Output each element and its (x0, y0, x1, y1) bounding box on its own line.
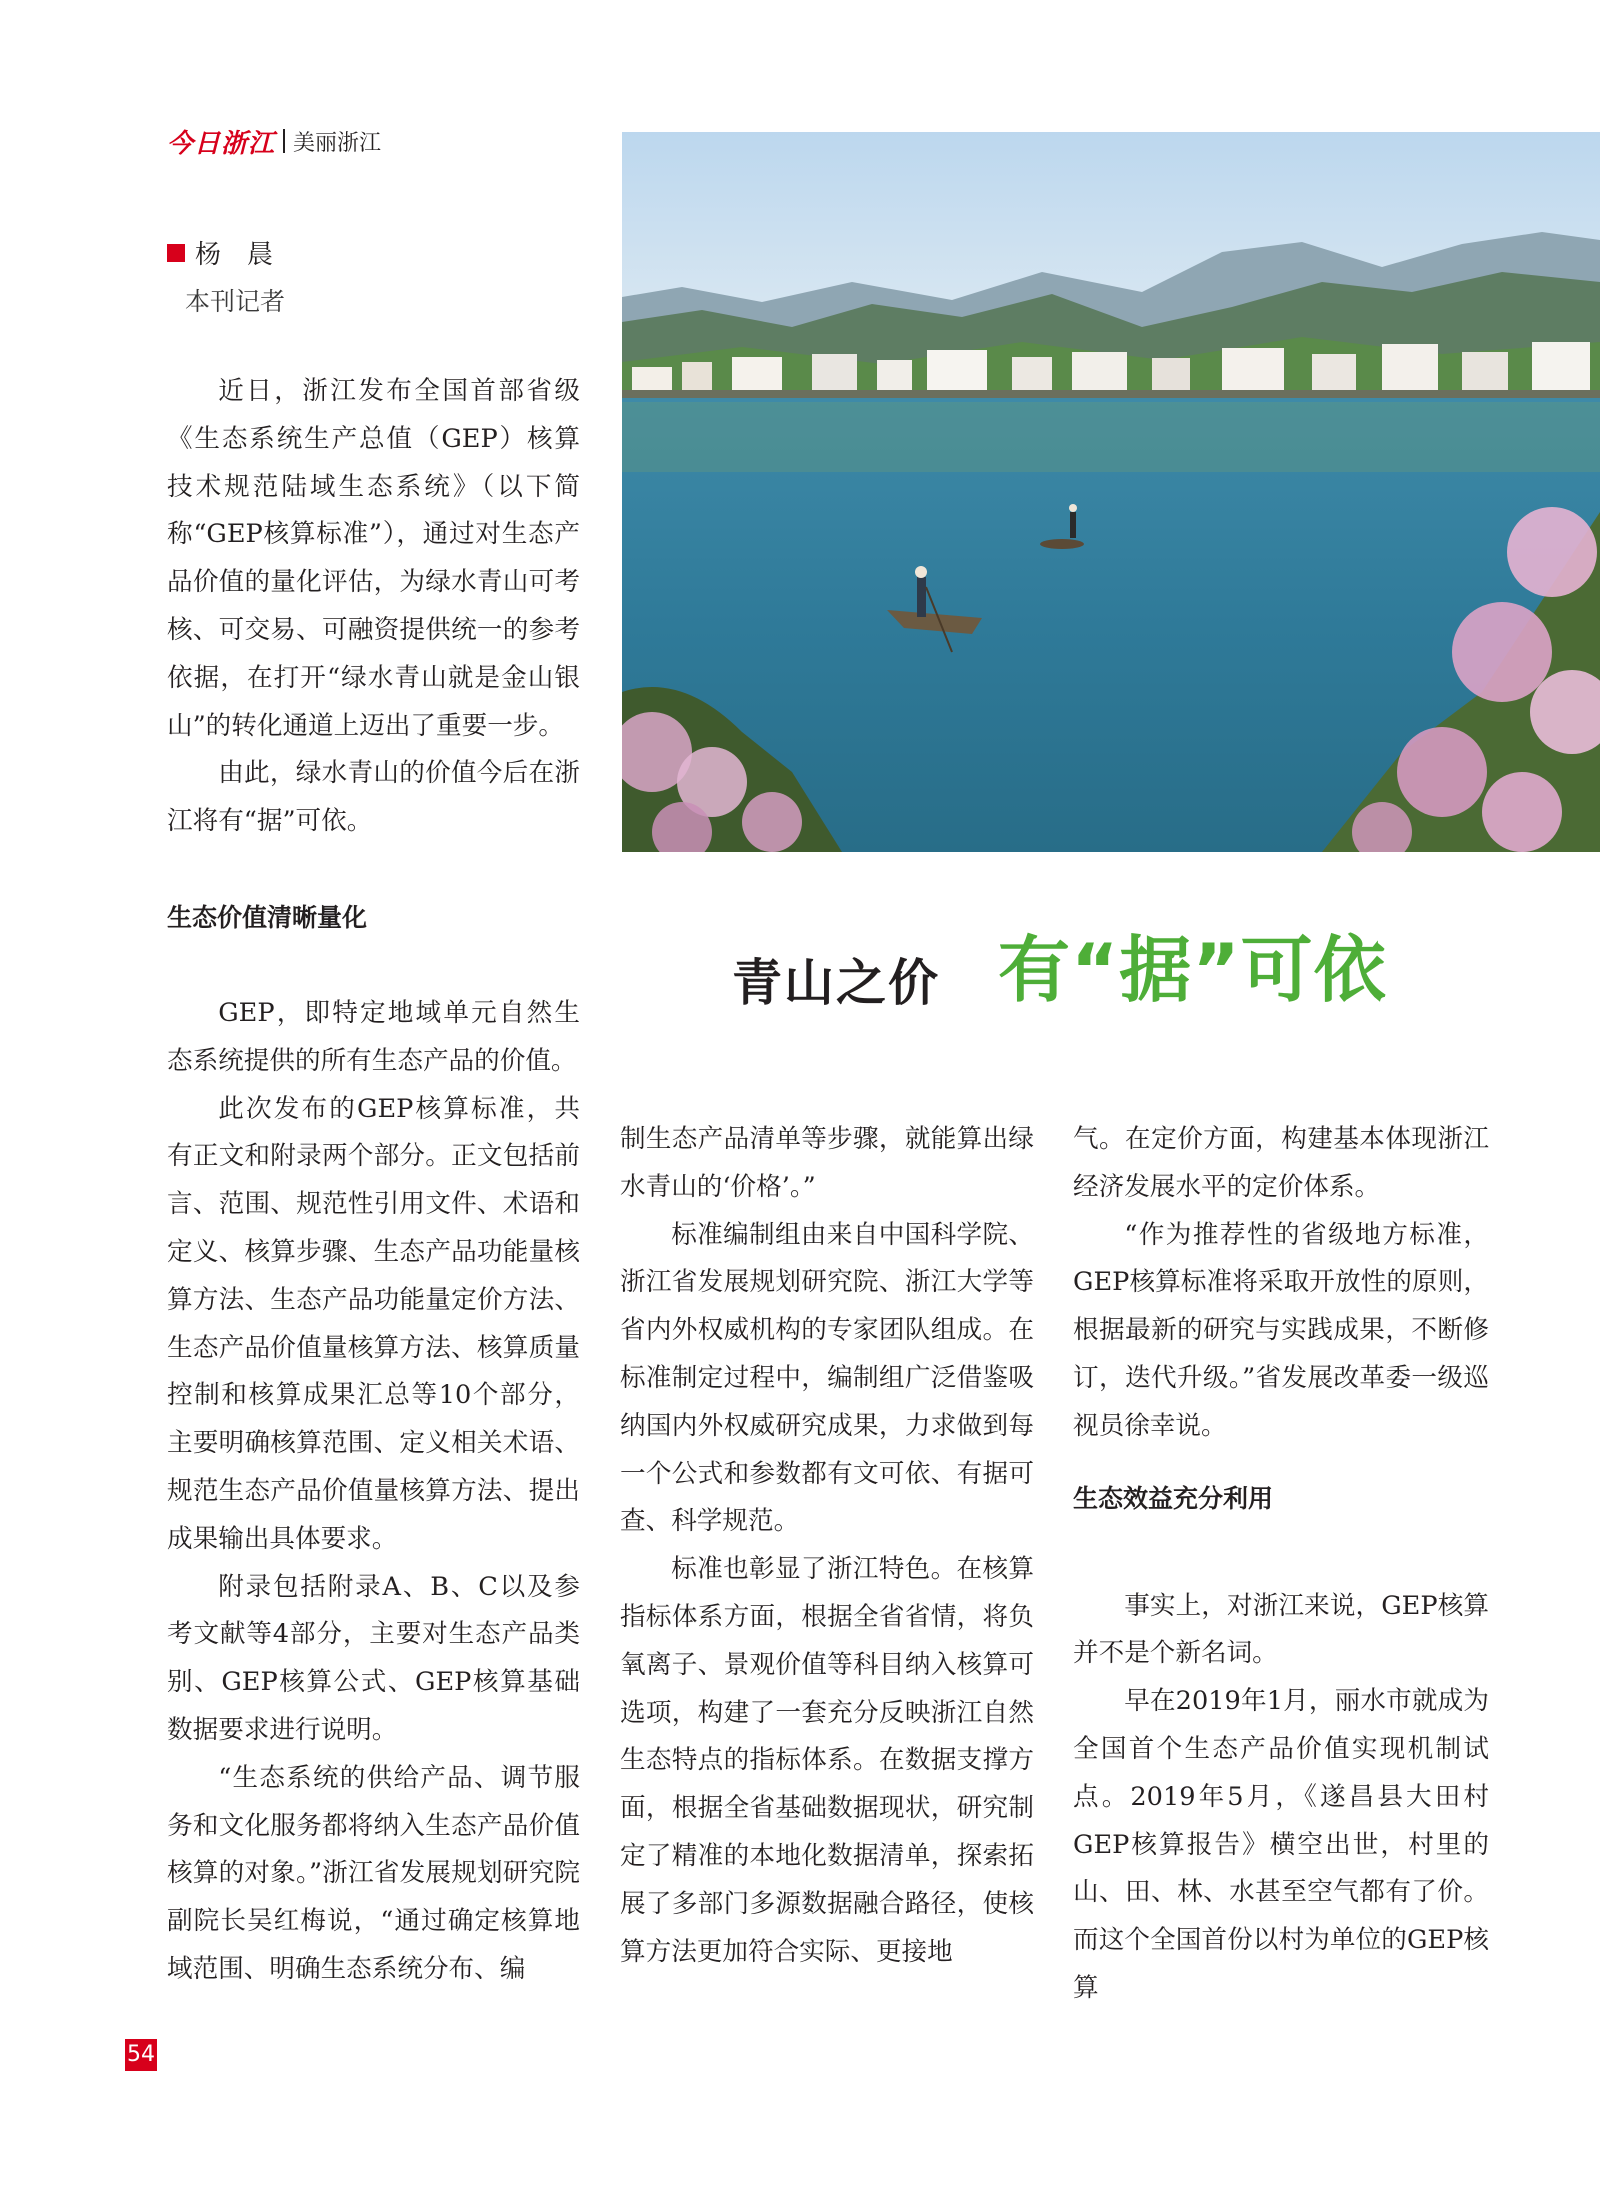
section-heading: 生态价值清晰量化 (167, 902, 368, 932)
author-role: 本刊记者 (185, 287, 286, 316)
paragraph: 制生态产品清单等步骤，就能算出绿水青山的‘价格’。” (620, 1124, 1034, 1202)
landscape-photo (622, 132, 1600, 852)
author-byline (167, 234, 273, 271)
paragraph: 标准也彰显了浙江特色。在核算指标体系方面，根据全省省情，将负氧离子、景观价值等科目纳入核算可选项，构建了一套充分反映浙江自然生态特点的指标体系。在数据支撑方面，根据全省基础数据现状，研究制定了精准的本地化数据清单，探索拓展了多部门多源数据融合路径，使核算方法更加符合实际、更接地 (620, 1554, 1034, 1967)
title-part-2: 有“据”可依 (998, 928, 1387, 1012)
red-square-marker (167, 244, 185, 262)
paragraph: 由此，绿水青山的价值今后在浙江将有“据”可依。 (167, 758, 580, 837)
paragraph: 近日，浙江发布全国首部省级《生态系统生产总值（GEP）核算技术规范陆域生态系统》（以下简称“GEP核算标准”），通过对生态产品价值的量化评估，为绿水青山可考核、可交易、可融资提供统一的参考依据，在打开“绿水青山就是金山银山”的转化通道上迈出了重要一步。 (167, 376, 580, 741)
article-title (732, 925, 1387, 1015)
spacer (167, 942, 580, 990)
paragraph: 标准编制组由来自中国科学院、浙江省发展规划研究院、浙江大学等省内外权威机构的专家团队组成。在标准制定过程中，编制组广泛借鉴吸纳国内外权威研究成果，力求做到每一个公式和参数都有文可依、有据可查、科学规范。 (620, 1219, 1034, 1537)
paragraph: 气。在定价方面，构建基本体现浙江经济发展水平的定价体系。 (1073, 1124, 1489, 1202)
column-3 (1073, 1116, 1489, 2013)
magazine-logo: 今日浙江 (167, 128, 276, 159)
spacer (167, 846, 580, 894)
column-2 (620, 1116, 1034, 1976)
spacer (1073, 1451, 1489, 1475)
running-header (167, 124, 381, 158)
header-divider (283, 129, 285, 153)
paragraph: “生态系统的供给产品、调节服务和文化服务都将纳入生态产品价值核算的对象。”浙江省发展规划研究院副院长吴红梅说，“通过确定核算地域范围、明确生态系统分布、编 (167, 1762, 580, 1984)
paragraph: “作为推荐性的省级地方标准，GEP核算标准将采取开放性的原则，根据最新的研究与实践成果，不断修订，迭代升级。”省发展改革委一级巡视员徐幸说。 (1073, 1219, 1489, 1441)
title-part-1: 青山之价 (732, 953, 940, 1012)
spacer (1073, 1523, 1489, 1583)
paragraph: 早在2019年1月，丽水市就成为全国首个生态产品价值实现机制试点。2019年5月，《遂昌县大田村GEP核算报告》横空出世，村里的山、田、林、水甚至空气都有了价。而这个全国首份以村为单位的GEP核算 (1073, 1686, 1489, 2003)
paragraph: GEP，即特定地域单元自然生态系统提供的所有生态产品的价值。 (167, 997, 580, 1076)
paragraph: 此次发布的GEP核算标准，共有正文和附录两个部分。正文包括前言、范围、规范性引用文件、术语和定义、核算步骤、生态产品功能量核算方法、生态产品功能量定价方法、生态产品价值量核算方法、核算质量控制和核算成果汇总等10个部分，主要明确核算范围、定义相关术语、规范生态产品价值量核算方法、提出成果输出具体要求。 (167, 1093, 580, 1554)
column-1 (167, 368, 580, 1994)
lake-village-illustration (622, 132, 1600, 852)
author-name: 杨 晨 (195, 240, 274, 270)
page-number: 54 (125, 2039, 157, 2071)
section-heading: 生态效益充分利用 (1073, 1483, 1274, 1513)
paragraph: 附录包括附录A、B、C以及参考文献等4部分，主要对生态产品类别、GEP核算公式、GEP核算基础数据要求进行说明。 (167, 1571, 580, 1745)
paragraph: 事实上，对浙江来说，GEP核算并不是个新名词。 (1073, 1590, 1489, 1669)
section-name: 美丽浙江 (293, 130, 382, 156)
